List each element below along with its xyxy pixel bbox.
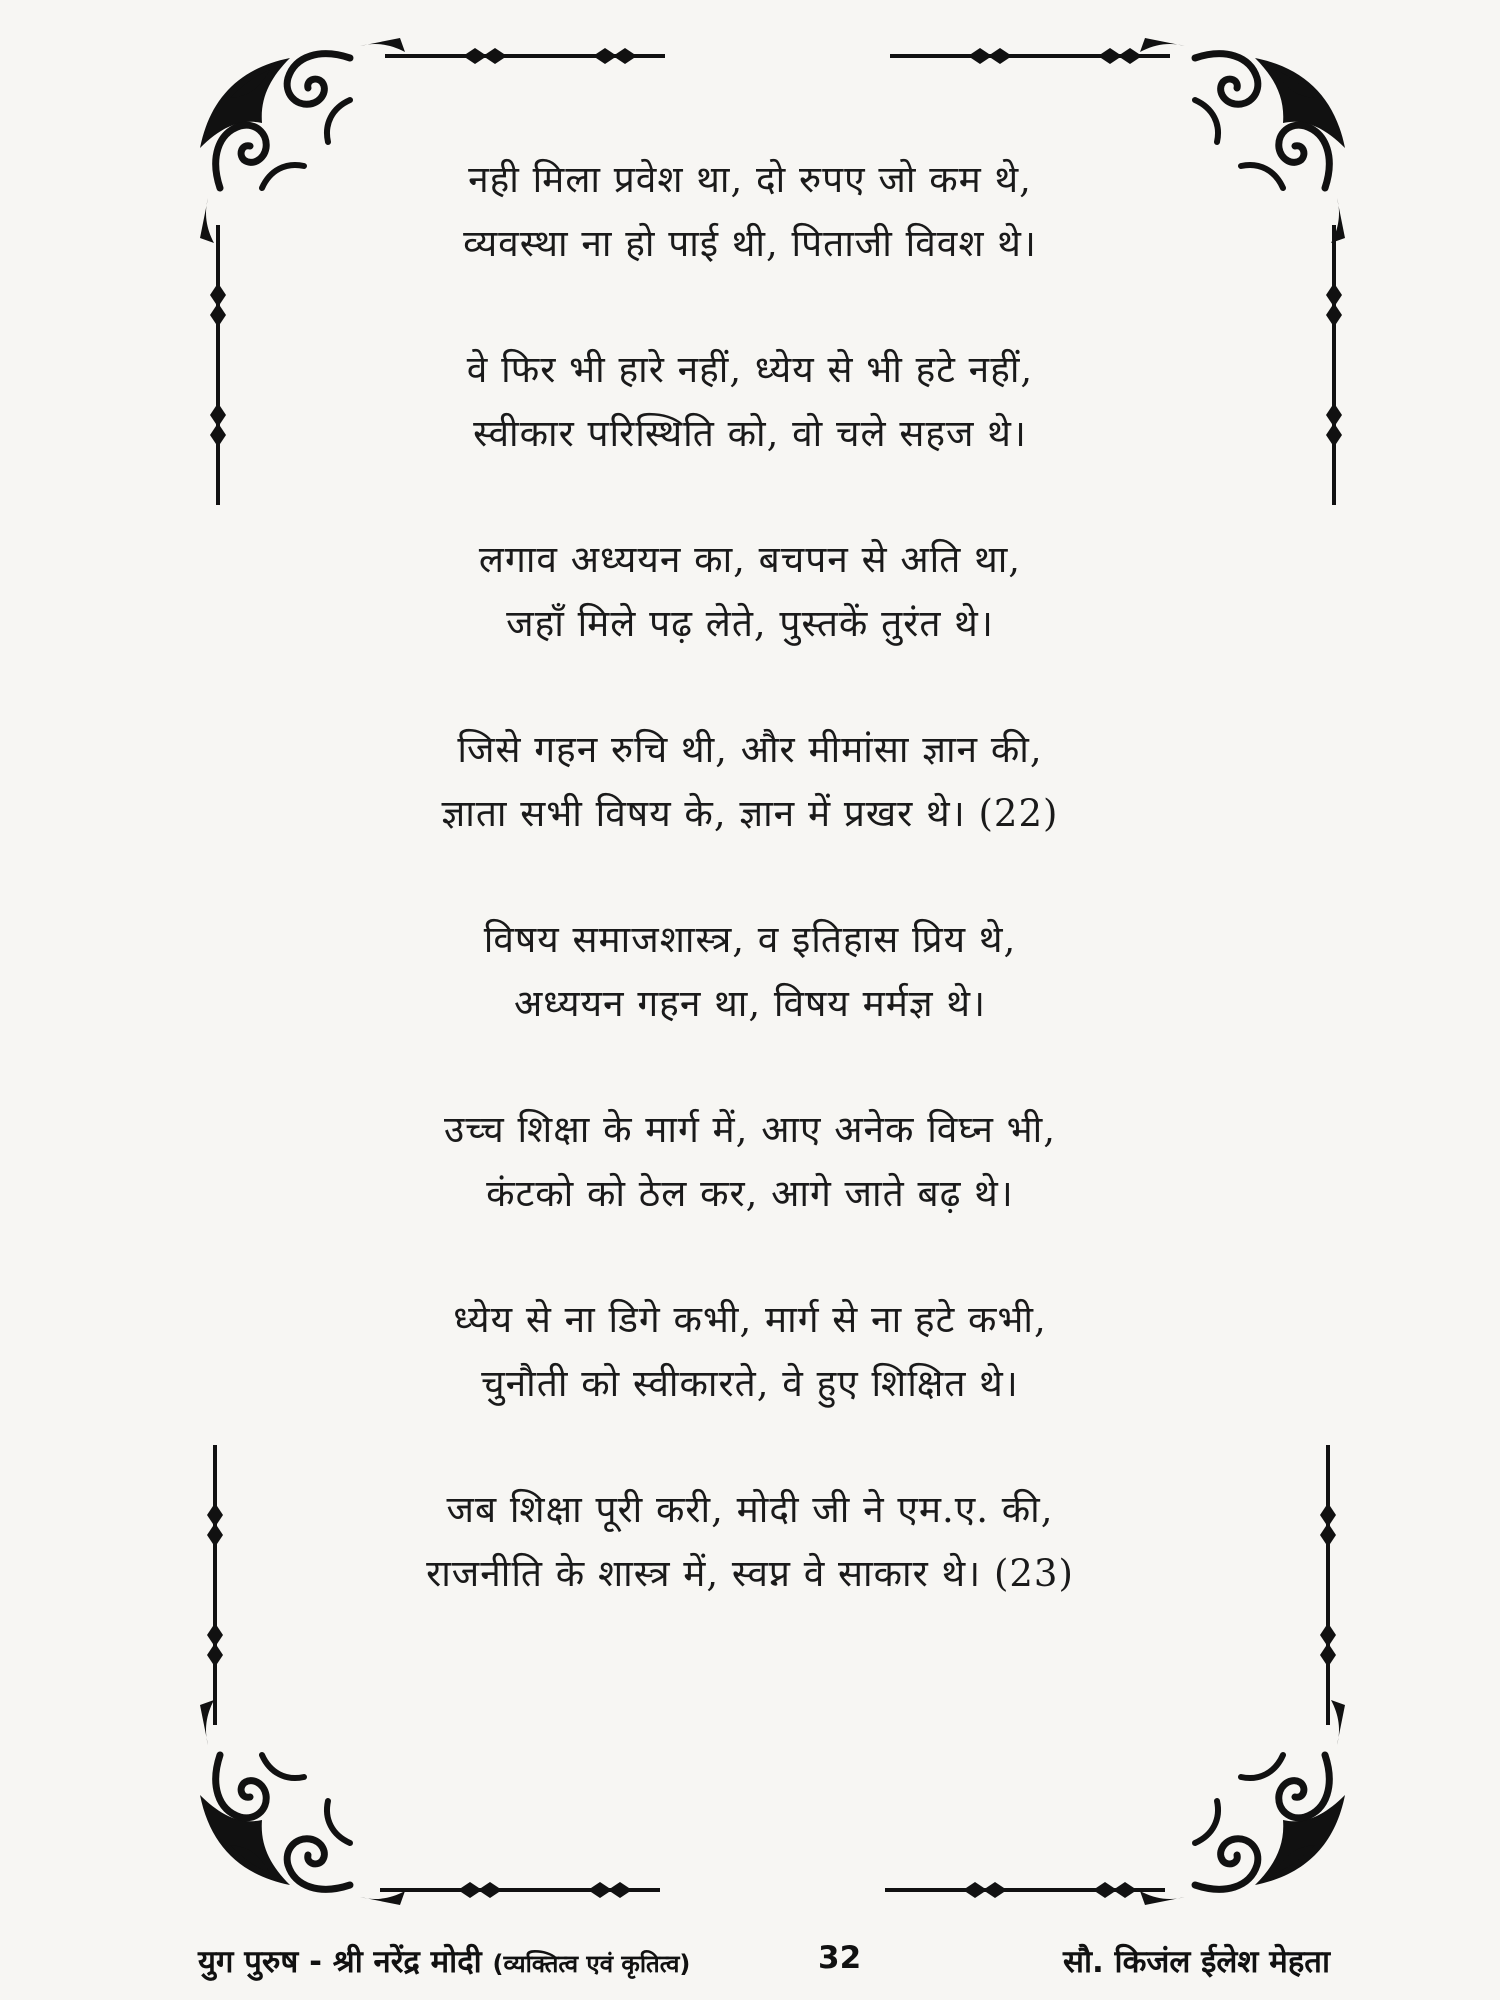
poem-stanza bbox=[300, 908, 1200, 1036]
page-footer bbox=[0, 1940, 1500, 2000]
poem-stanza bbox=[300, 1098, 1200, 1226]
poem-line: जब शिक्षा पूरी करी, मोदी जी ने एम.ए. की, bbox=[446, 1488, 1054, 1531]
poem-stanza bbox=[300, 1478, 1200, 1606]
poem-line: चुनौती को स्वीकारते, वे हुए शिक्षित थे। bbox=[481, 1362, 1019, 1405]
book-title: युग पुरुष - श्री नरेंद्र मोदी bbox=[198, 1944, 482, 1980]
poem-line: ज्ञाता सभी विषय के, ज्ञान में प्रखर थे। (22) bbox=[441, 792, 1059, 835]
poem-line: लगाव अध्ययन का, बचपन से अति था, bbox=[478, 538, 1022, 581]
poem-line: कंटको को ठेल कर, आगे जाते बढ़ थे। bbox=[486, 1172, 1014, 1215]
poem-line: जहाँ मिले पढ़ लेते, पुस्तकें तुरंत थे। bbox=[506, 602, 994, 645]
author-name: सौ. किजंल ईलेश मेहता bbox=[1062, 1944, 1330, 1980]
page-number: 32 bbox=[818, 1940, 862, 1976]
poem-line: जिसे गहन रुचि थी, और मीमांसा ज्ञान की, bbox=[457, 728, 1043, 771]
poem-line: अध्ययन गहन था, विषय मर्मज्ञ थे। bbox=[513, 982, 987, 1025]
poem-line: वे फिर भी हारे नहीं, ध्येय से भी हटे नहीं, bbox=[466, 348, 1034, 391]
poem-line: राजनीति के शास्त्र में, स्वप्न वे साकार थे। (23) bbox=[426, 1552, 1074, 1595]
poem-line: विषय समाजशास्त्र, व इतिहास प्रिय थे, bbox=[483, 918, 1017, 961]
poem-body bbox=[300, 148, 1200, 1668]
poem-stanza bbox=[300, 1288, 1200, 1416]
poem-line: स्वीकार परिस्थिति को, वो चले सहज थे। bbox=[473, 412, 1027, 455]
poem-stanza bbox=[300, 338, 1200, 466]
poem-line: उच्च शिक्षा के मार्ग में, आए अनेक विघ्न भी, bbox=[443, 1108, 1057, 1151]
poem-line: नही मिला प्रवेश था, दो रुपए जो कम थे, bbox=[468, 158, 1032, 201]
footer-book-title bbox=[198, 1940, 690, 1982]
poem-stanza bbox=[300, 528, 1200, 656]
poem-line: व्यवस्था ना हो पाई थी, पिताजी विवश थे। bbox=[463, 222, 1037, 265]
poem-stanza bbox=[300, 718, 1200, 846]
book-subtitle: (व्यक्तित्व एवं कृतित्व) bbox=[492, 1950, 691, 1978]
poem-line: ध्येय से ना डिगे कभी, मार्ग से ना हटे कभी, bbox=[453, 1298, 1047, 1341]
poem-stanza bbox=[300, 148, 1200, 276]
